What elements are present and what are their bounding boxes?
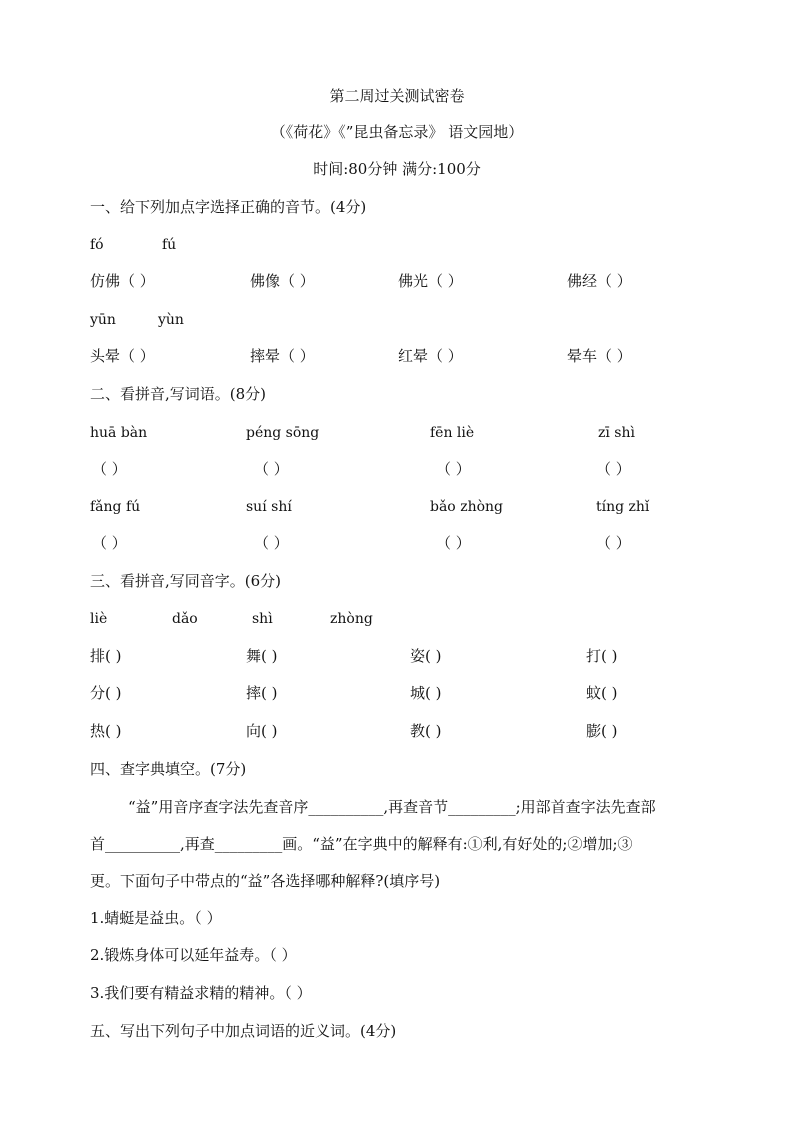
page-title: 第二周过关测试密卷 — [329, 87, 465, 105]
homophone-item[interactable]: 姿( ) — [410, 647, 442, 665]
section-4-heading: 四、查字典填空。(7分) — [90, 760, 247, 778]
section-5-heading: 五、写出下列句子中加点词语的近义词。(4分) — [90, 1022, 397, 1040]
answer-blank[interactable]: （ ） — [436, 460, 471, 478]
word-item: 佛像（ ） — [250, 272, 315, 290]
pinyin-prompt: bǎo zhòng — [430, 499, 503, 515]
section-2-heading: 二、看拼音,写词语。(8分) — [90, 385, 267, 403]
page-subtitle: （《荷花》《”昆虫备忘录》 语文园地） — [270, 123, 524, 141]
homophone-item[interactable]: 膨( ) — [586, 722, 618, 740]
pinyin-prompt: shì — [252, 611, 273, 627]
homophone-item[interactable]: 城( ) — [410, 684, 442, 702]
exam-time-info: 时间:80分钟 满分:100分 — [313, 160, 481, 178]
question-item: 2.锻炼身体可以延年益寿。（ ） — [90, 946, 297, 964]
word-item: 佛经（ ） — [567, 272, 632, 290]
word-item: 红晕（ ） — [398, 347, 463, 365]
homophone-item[interactable]: 打( ) — [586, 647, 618, 665]
pinyin-prompt: dǎo — [172, 611, 198, 627]
homophone-item[interactable]: 向( ) — [246, 722, 278, 740]
homophone-item[interactable]: 舞( ) — [246, 647, 278, 665]
word-item: 佛光（ ） — [398, 272, 463, 290]
pinyin-option: fó — [90, 237, 104, 253]
pinyin-option: yùn — [158, 312, 184, 328]
answer-blank[interactable]: （ ） — [436, 534, 471, 552]
dictionary-paragraph-line: “益”用音序查字法先查音序__________,再查音节_________;用部首查字法先查部 — [128, 798, 656, 816]
answer-blank[interactable]: （ ） — [254, 460, 289, 478]
pinyin-option: yūn — [90, 312, 116, 328]
pinyin-prompt: tíng zhǐ — [596, 499, 650, 515]
pinyin-prompt: zhòng — [330, 611, 373, 627]
pinyin-prompt: suí shí — [246, 499, 292, 515]
section-1-heading: 一、给下列加点字选择正确的音节。(4分) — [90, 198, 367, 216]
homophone-item[interactable]: 排( ) — [90, 647, 122, 665]
question-item: 1.蜻蜓是益虫。（ ） — [90, 909, 222, 927]
answer-blank[interactable]: （ ） — [596, 460, 631, 478]
homophone-item[interactable]: 分( ) — [90, 684, 122, 702]
word-item: 仿佛（ ） — [90, 272, 155, 290]
dictionary-paragraph-line: 首__________,再查_________画。“益”在字典中的解释有:①利,有好处的;②增加;③ — [90, 835, 633, 853]
dictionary-paragraph-line: 更。下面句子中带点的“益”各选择哪种解释?(填序号) — [90, 872, 441, 890]
pinyin-option: fú — [162, 237, 177, 253]
homophone-item[interactable]: 热( ) — [90, 722, 122, 740]
answer-blank[interactable]: （ ） — [92, 534, 127, 552]
word-item: 摔晕（ ） — [250, 347, 315, 365]
answer-blank[interactable]: （ ） — [596, 534, 631, 552]
word-item: 晕车（ ） — [567, 347, 632, 365]
homophone-item[interactable]: 蚊( ) — [586, 684, 618, 702]
homophone-item[interactable]: 教( ) — [410, 722, 442, 740]
pinyin-prompt: fǎng fú — [90, 499, 141, 515]
pinyin-prompt: zī shì — [598, 425, 635, 441]
question-item: 3.我们要有精益求精的精神。（ ） — [90, 984, 312, 1002]
answer-blank[interactable]: （ ） — [92, 460, 127, 478]
pinyin-prompt: fēn liè — [430, 425, 475, 441]
pinyin-prompt: péng sōng — [246, 425, 320, 441]
word-item: 头晕（ ） — [90, 347, 155, 365]
section-3-heading: 三、看拼音,写同音字。(6分) — [90, 572, 282, 590]
answer-blank[interactable]: （ ） — [254, 534, 289, 552]
pinyin-prompt: huā bàn — [90, 425, 148, 441]
pinyin-prompt: liè — [90, 611, 108, 627]
homophone-item[interactable]: 摔( ) — [246, 684, 278, 702]
